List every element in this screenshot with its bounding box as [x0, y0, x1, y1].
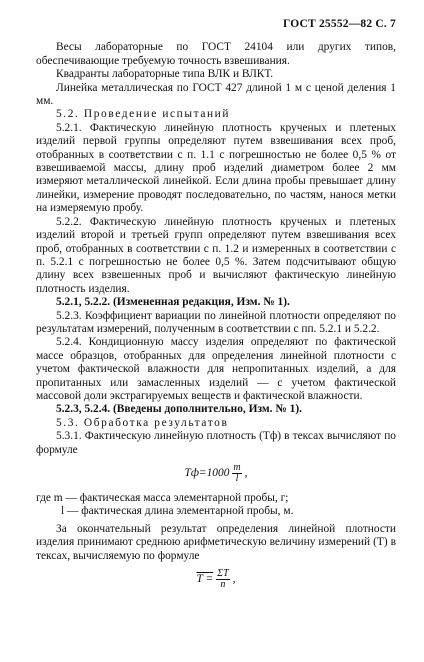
- formula1-numerator: m: [233, 462, 241, 473]
- formula1-fraction: [232, 463, 241, 484]
- paragraph-5-2-1: 5.2.1. Фактическую линейную плотность крученых и плетеных изделий первой группы определяют путем взвешивания всех проб, отобранных в соответствии с п. 1.1 с погрешностью не более 0,5 % от взвешиваемой массы, длину проб изделий диаметром более 2 мм измеряют металлической линейкой. Если длина пробы превышает длину линейки, измерение проводят последовательно, по частям, нанося метки на измеряемую пробу.: [36, 121, 396, 215]
- formula1-lhs: Tф=1000: [184, 466, 230, 479]
- section-heading-5-3: 5.3. Обработка результатов: [56, 416, 229, 429]
- where-m: где m — фактическая масса элементарной пробы, г;: [36, 492, 289, 504]
- formula2-numerator: ΣT: [217, 568, 229, 580]
- formula2-denominator: n: [220, 579, 226, 591]
- paragraph-amendment-2: 5.2.3, 5.2.4. (Введены дополнительно, Изм. № 1).: [56, 403, 302, 416]
- formula2-tail: ,: [232, 572, 236, 585]
- formula1-tail: ,: [244, 466, 248, 479]
- paragraph-quadrants: Квадранты лабораторные типа ВЛК и ВЛКТ.: [56, 68, 274, 81]
- paragraph-amendment-1: 5.2.1, 5.2.2. (Измененная редакция, Изм. № 1).: [56, 296, 290, 309]
- paragraph-final-result: За окончательный результат определения линейной плотности изделия принимают среднюю арифметическую величину измерений (T) в тексах, вычисляемую по формуле: [36, 522, 396, 562]
- formula1-denominator: l: [235, 473, 239, 484]
- paragraph-5-2-3: 5.2.3. Коэффициент вариации по линейной плотности определяют по результатам измерений, полученным в соответствии с пп. 5.2.1 и 5.2.2.: [36, 309, 396, 335]
- page-header: ГОСТ 25552—82 С. 7: [283, 18, 396, 30]
- paragraph-scales: Весы лабораторные по ГОСТ 24104 или других типов, обеспечивающие требуемую точность взвешивания.: [36, 41, 396, 67]
- formula-linear-density: [36, 463, 396, 484]
- formula2-lhs: T =: [196, 572, 214, 585]
- paragraph-5-2-2: 5.2.2. Фактическую линейную плотность крученых и плетеных изделий второй и третьей групп определяют путем взвешивания всех проб, отобранных в соответствии с п. 1.2 и измеренных в соответствии с п. 5.2.1 с погрешностью не более 0,5 %. Затем подсчитывают общую длину всех взвешенных проб и вычисляют фактическую линейную плотность изделия.: [36, 215, 396, 295]
- paragraph-ruler: Линейка металлическая по ГОСТ 427 длиной 1 м с ценой деления 1 мм.: [36, 81, 396, 108]
- formula2-fraction: [216, 569, 230, 590]
- paragraph-5-2-4: 5.2.4. Кондиционную массу изделия определяют по фактической массе образцов, отобранных для определения линейной плотности с учетом фактической влажности для непропитанных изделий, а для пропитанных или замасленных изделий — с учетом фактической массовой доли экстрагируемых веществ и фактической влажности.: [36, 336, 396, 402]
- paragraph-5-3-1: 5.3.1. Фактическую линейную плотность (Tф) в тексах вычисляют по формуле: [36, 430, 396, 456]
- formula-average: [36, 569, 396, 590]
- where-l: l — фактическая длина элементарной пробы, м.: [61, 505, 294, 518]
- section-heading-5-2: 5.2. Проведение испытаний: [56, 108, 231, 121]
